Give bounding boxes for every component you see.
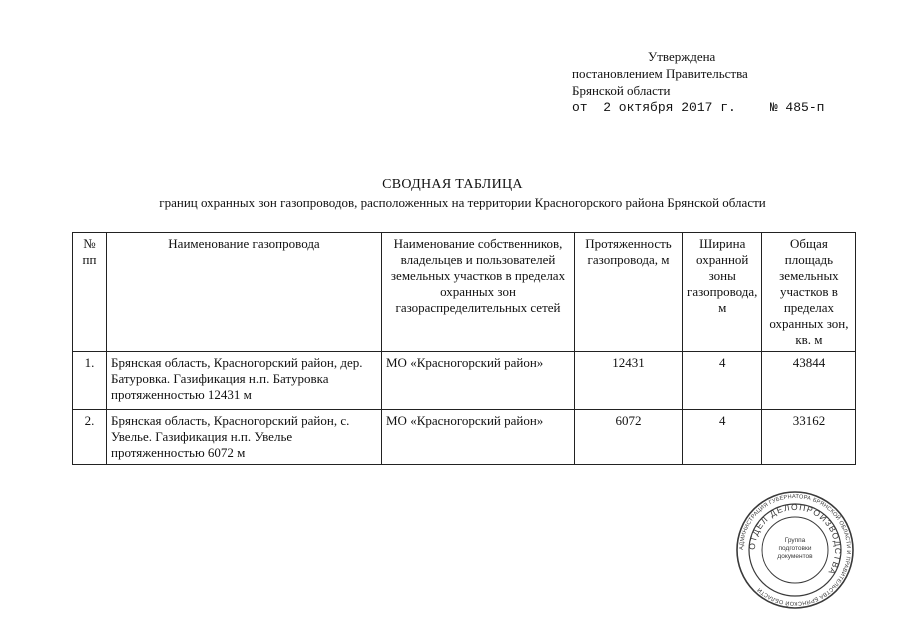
row-name: Брянская область, Красногорский район, дер. Батуровка. Газификация н.п. Батуровка протяженностью 12431 м	[107, 352, 382, 410]
header-length: Протяженность газопровода, м	[575, 233, 683, 352]
approval-number: № 485-п	[769, 100, 825, 115]
approval-date: от 2 октября 2017 г.	[572, 100, 736, 115]
official-stamp	[735, 490, 855, 610]
header-row	[73, 233, 856, 352]
row-num: 2.	[73, 410, 107, 465]
summary-table	[72, 232, 856, 465]
approval-line-1: Утверждена	[648, 49, 716, 64]
stamp-center-line: подготовки	[778, 545, 812, 552]
header-area: Общая площадь земельных участков в пределах охранных зон, кв. м	[762, 233, 856, 352]
row-width: 4	[683, 410, 762, 465]
approval-block	[572, 48, 824, 116]
row-area: 33162	[762, 410, 856, 465]
stamp-middle-text: ОТДЕЛ ДЕЛОПРОИЗВОДСТВА	[746, 501, 844, 578]
row-width: 4	[683, 352, 762, 410]
approval-date-line	[572, 99, 824, 116]
stamp-center-line: Группа	[784, 537, 806, 544]
table-row	[73, 410, 856, 465]
row-area: 43844	[762, 352, 856, 410]
row-owner: МО «Красногорский район»	[382, 352, 575, 410]
stamp-center-text	[777, 537, 813, 560]
row-num: 1.	[73, 352, 107, 410]
header-name: Наименование газопровода	[107, 233, 382, 352]
table-row	[73, 352, 856, 410]
title-main: СВОДНАЯ ТАБЛИЦА	[382, 177, 523, 192]
header-owners: Наименование собственников, владельцев и пользователей земельных участков в пределах охранных зон газораспределительных сетей	[382, 233, 575, 352]
row-length: 6072	[575, 410, 683, 465]
title-subtitle: границ охранных зон газопроводов, расположенных на территории Красногорского района Брянской области	[159, 195, 766, 210]
row-length: 12431	[575, 352, 683, 410]
approval-line-3: Брянской области	[572, 83, 671, 98]
document-title	[0, 176, 905, 212]
stamp-outer-text: АДМИНИСТРАЦИЯ ГУБЕРНАТОРА БРЯНСКОЙ ОБЛАСТИ И ПРАВИТЕЛЬСТВА БРЯНСКОЙ ОБЛАСТИ	[738, 493, 852, 607]
approval-line-2: постановлением Правительства	[572, 66, 748, 81]
row-name: Брянская область, Красногорский район, с. Увелье. Газификация н.п. Увелье протяженностью 6072 м	[107, 410, 382, 465]
row-owner: МО «Красногорский район»	[382, 410, 575, 465]
header-num: № пп	[73, 233, 107, 352]
header-width: Ширина охранной зоны газопровода, м	[683, 233, 762, 352]
stamp-center-line: документов	[777, 553, 813, 560]
